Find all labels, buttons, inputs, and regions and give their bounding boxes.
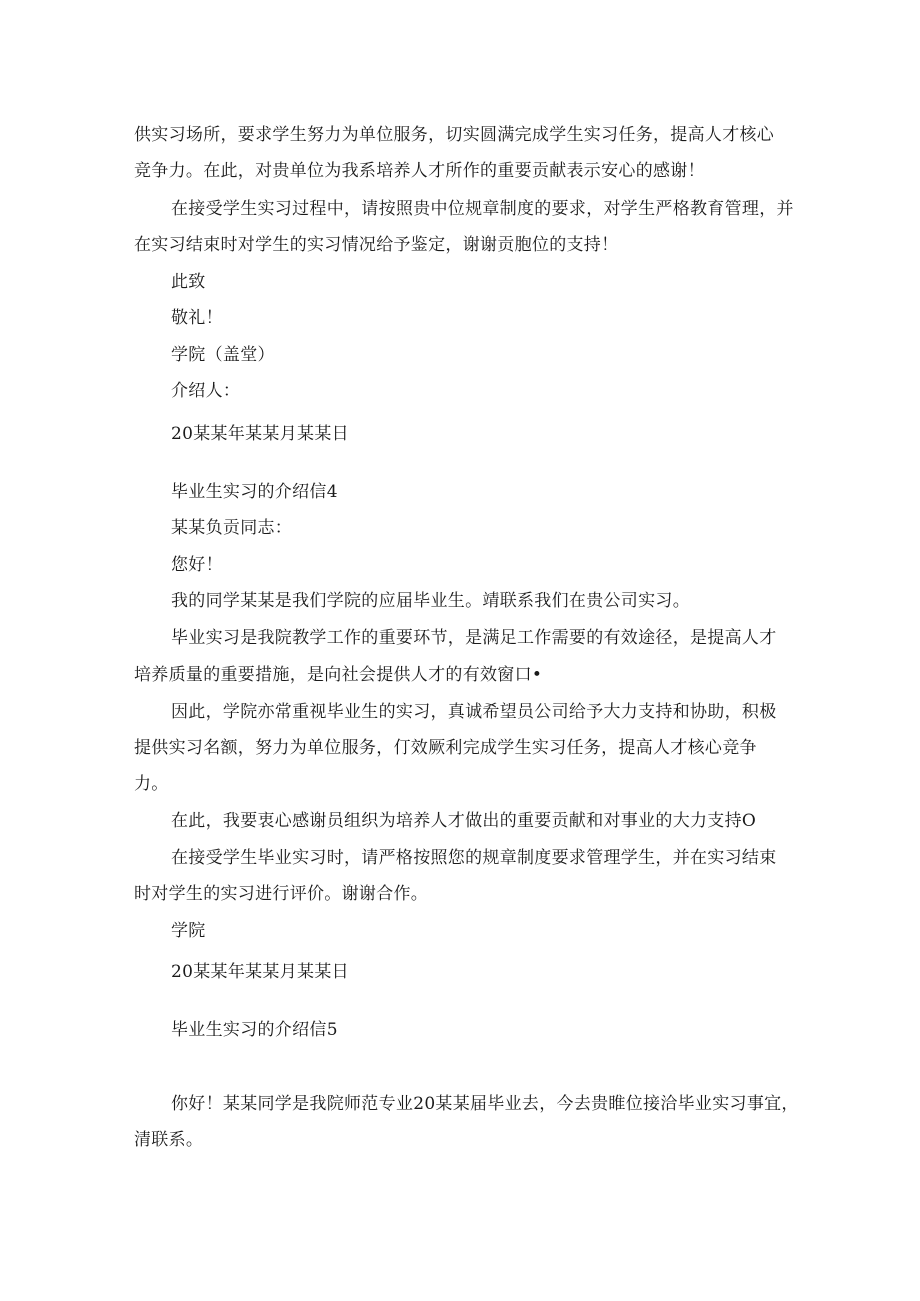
- text-line: 我的同学某某是我们学院的应届毕业生。靖联系我们在贵公司实习。: [171, 591, 690, 611]
- text-line: 你好！某某同学是我院师范专业20某某届毕业去，今去贵睢位接洽毕业实习事宜，: [171, 1094, 799, 1114]
- greeting: 您好！: [171, 555, 223, 575]
- signature-date: 20某某年某某月某某日: [171, 424, 349, 444]
- signature-introducer: 介绍人：: [171, 381, 241, 401]
- text-line: 在此，我要衷心感谢员组织为培养人才做出的重要贡献和对事业的大力支持O: [171, 811, 757, 831]
- section-title: 毕业生实习的介绍信5: [171, 1020, 338, 1040]
- closing-salutation: 此致: [171, 272, 206, 292]
- text-line: 毕业实习是我院教学工作的重要环节，是满足工作需要的有效途径，是提高人才: [171, 628, 777, 648]
- text-line: 因此，学院亦常重视毕业生的实习，真诚希望员公司给予大力支持和协助，积极: [171, 702, 777, 722]
- closing-regards: 敬礼！: [171, 308, 223, 328]
- addressee: 某某负贡同志：: [171, 518, 293, 538]
- signature-date: 20某某年某某月某某日: [171, 962, 349, 982]
- text-line: 竞争力。在此，对贵单位为我系培养人才所作的重要贡献表示安心的感谢！: [134, 161, 705, 181]
- section-title: 毕业生实习的介绍信4: [171, 482, 338, 502]
- text-line: 在接受学生实习过程中，请按照贵中位规章制度的要求，对学生严格教育管理，并: [171, 199, 794, 219]
- text-line: 力。: [134, 774, 169, 794]
- text-line: 清联系。: [134, 1130, 204, 1150]
- text-line: 在实习结束时对学生的实习情况给予鉴定，谢谢贡胞位的支持！: [134, 235, 619, 255]
- signature-institution: 学院（盖堂）: [171, 345, 275, 365]
- text-line: 提供实习名额，努力为单位服务，仃效厥利完成学生实习任务，提高人才核心竞争: [134, 738, 757, 758]
- signature-institution: 学院: [171, 921, 206, 941]
- text-line: 培养质量的重要措施，是向社会提供人才的有效窗口•: [134, 665, 543, 685]
- text-line: 在接受学生毕业实习时，请严格按照您的规章制度要求管理学生，并在实习结束: [171, 848, 777, 868]
- text-line: 时对学生的实习进行评价。谢谢合作。: [134, 884, 429, 904]
- text-line: 供实习场所，要求学生努力为单位服务，切实圆满完成学生实习任务，提高人才核心: [134, 125, 775, 145]
